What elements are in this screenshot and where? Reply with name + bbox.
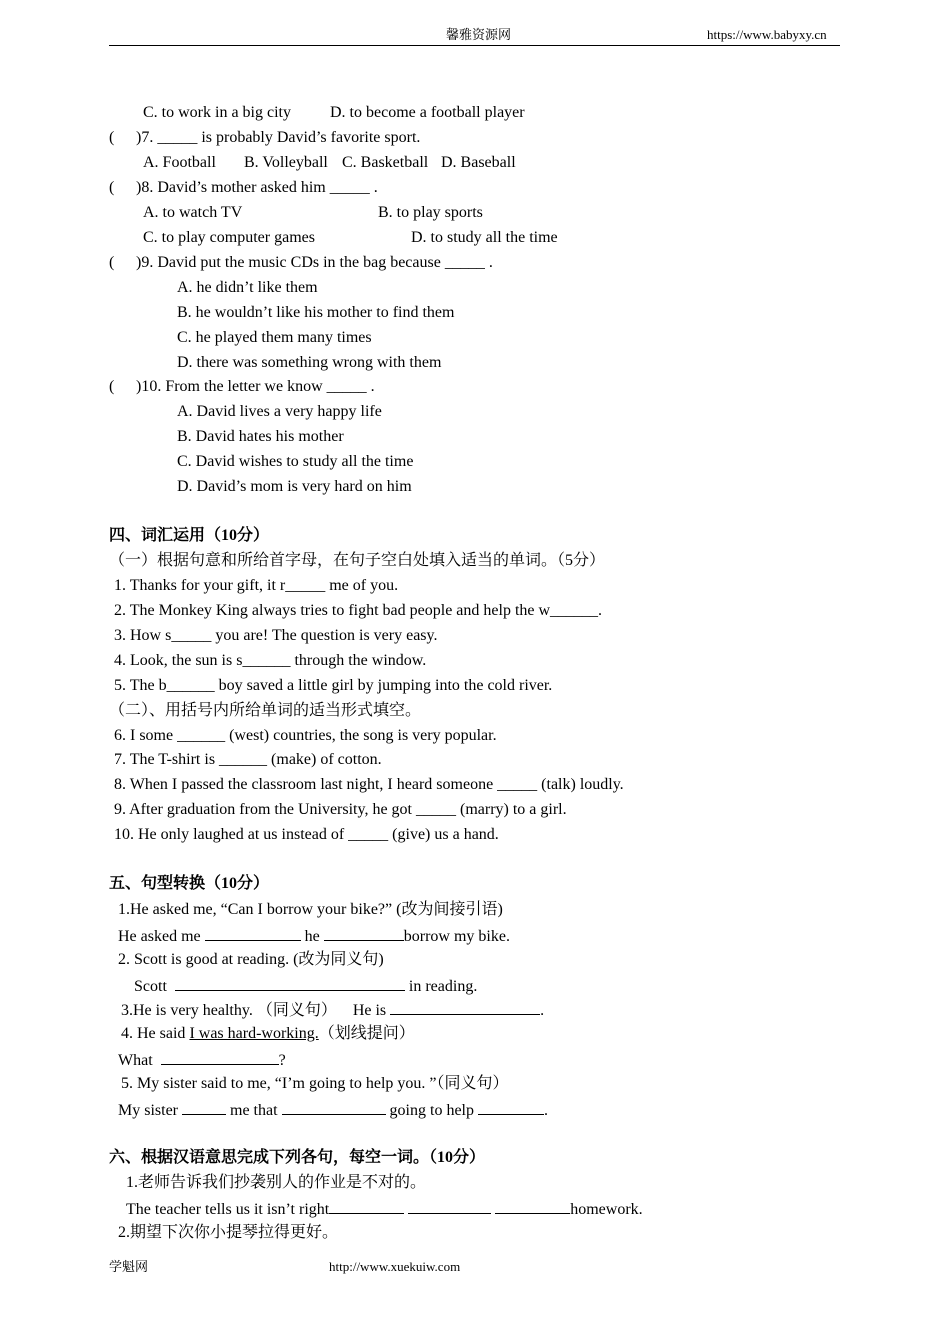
s5-q4-text-b: （划线提问） [318,1025,415,1042]
s5-q1-text-a: He asked me [118,928,205,945]
s6-q1-text-b: homework. [570,1201,643,1218]
s5-q1-blank-1[interactable] [205,926,301,941]
section5-q4-answer-line [118,1050,286,1070]
q10-option-b: B. David hates his mother [177,428,344,445]
s5-q4-blank[interactable] [161,1050,279,1065]
s5-q3-text-a: 3.He is very healthy. （同义句） He is [121,1002,391,1019]
footer-url: http://www.xuekuiw.com [329,1259,461,1274]
section4-item-6: 6. I some ______ (west) countries, the song is very popular. [114,727,497,744]
s5-q2-text-a: Scott [134,978,175,995]
s6-q1-blank-3[interactable] [495,1199,570,1214]
q9-option-a: A. he didn’t like them [177,279,318,296]
q7-option-b: B. Volleyball [244,154,328,171]
s5-q5-blank-2[interactable] [282,1100,386,1115]
q9-stem: )9. David put the music CDs in the bag because _____ . [136,254,493,271]
s6-q1-blank-2[interactable] [408,1199,491,1214]
q8-option-b: B. to play sports [378,204,483,221]
s5-q5-blank-3[interactable] [478,1100,544,1115]
section6-q1-answer-line [126,1199,643,1219]
s5-q1-blank-2[interactable] [324,926,404,941]
section5-q2: 2. Scott is good at reading. (改为同义句) [118,951,384,968]
section4-item-8: 8. When I passed the classroom last night, I heard someone _____ (talk) loudly. [114,776,624,793]
section4-item-9: 9. After graduation from the University, he got _____ (marry) to a girl. [114,801,567,818]
section4-part1-instruction: （一）根据句意和所给首字母，在句子空白处填入适当的单词。（5分） [109,552,606,569]
section4-item-10: 10. He only laughed at us instead of _____ (give) us a hand. [114,826,499,843]
q9-option-b: B. he wouldn’t like his mother to find them [177,304,455,321]
section4-item-2: 2. The Monkey King always tries to fight bad people and help the w______. [114,602,603,619]
header-url: https://www.babyxy.cn [707,27,827,42]
q7-option-c: C. Basketball [342,154,429,171]
q7-option-d: D. Baseball [441,154,516,171]
q8-stem: )8. David’s mother asked him _____ . [136,179,378,196]
q7-option-a: A. Football [143,154,216,171]
section6-q1-chinese: 1.老师告诉我们抄袭别人的作业是不对的。 [126,1174,427,1191]
s5-q2-text-b: in reading. [404,978,478,995]
s5-q4-underlined: I was hard-working. [189,1025,319,1042]
q6-option-c: C. to work in a big city [143,104,291,121]
header-divider [109,45,840,46]
footer-site-name: 学魁网 [109,1259,149,1274]
s5-q4-text-a: 4. He said [121,1025,190,1042]
s5-q1-text-c: borrow my bike. [403,928,510,945]
s5-q5-text-b: me that [226,1102,282,1119]
section4-item-7: 7. The T-shirt is ______ (make) of cotton. [114,751,382,768]
section5-q1: 1.He asked me, “Can I borrow your bike?” (改为间接引语) [118,901,503,918]
s6-q1-blank-1[interactable] [329,1199,404,1214]
s5-q5-text-a: My sister [118,1102,182,1119]
q8-option-d: D. to study all the time [411,229,558,246]
section6-q2-chinese: 2.期望下次你小提琴拉得更好。 [118,1224,339,1241]
q7-paren: ( [109,129,115,146]
q6-option-d: D. to become a football player [330,104,525,121]
s5-q4a-text-a: What [118,1052,161,1069]
q8-paren: ( [109,179,115,196]
s5-q5-text-d: . [543,1102,548,1119]
section4-item-3: 3. How s_____ you are! The question is very easy. [114,627,438,644]
section5-q3 [121,1000,544,1020]
q10-paren: ( [109,378,115,395]
header-site-name: 馨雅资源网 [446,27,512,42]
section6-title: 六、根据汉语意思完成下列各句，每空一词。（10分） [109,1149,486,1166]
q10-stem: )10. From the letter we know _____ . [136,378,375,395]
section4-item-5: 5. The b______ boy saved a little girl by jumping into the cold river. [114,677,553,694]
q8-option-a: A. to watch TV [143,204,243,221]
q9-option-d: D. there was something wrong with them [177,354,442,371]
section5-q4 [121,1025,415,1043]
section4-item-1: 1. Thanks for your gift, it r_____ me of you. [114,577,399,594]
q7-stem: )7. _____ is probably David’s favorite sport. [136,129,421,146]
q9-paren: ( [109,254,115,271]
q9-option-c: C. he played them many times [177,329,372,346]
section5-q5-answer-line [118,1100,548,1120]
section4-item-4: 4. Look, the sun is s______ through the window. [114,652,427,669]
s5-q5-blank-1[interactable] [182,1100,226,1115]
section5-q5: 5. My sister said to me, “I’m going to help you. ”（同义句） [121,1075,509,1092]
s5-q2-blank[interactable] [175,976,405,991]
section5-q2-answer-line [134,976,477,996]
section5-title: 五、句型转换（10分） [109,875,270,892]
s5-q4a-text-b: ? [278,1052,286,1069]
s6-q1-text-a: The teacher tells us it isn’t right [126,1201,330,1218]
q10-option-d: D. David’s mom is very hard on him [177,478,412,495]
section5-q1-answer-line [118,926,510,946]
section4-part2-instruction: （二）、用括号内所给单词的适当形式填空。 [109,702,422,719]
q10-option-a: A. David lives a very happy life [177,403,382,420]
s5-q5-text-c: going to help [385,1102,478,1119]
s5-q3-blank[interactable] [390,1000,540,1015]
section4-title: 四、词汇运用（10分） [109,527,270,544]
q10-option-c: C. David wishes to study all the time [177,453,414,470]
s5-q1-text-b: he [300,928,324,945]
q8-option-c: C. to play computer games [143,229,315,246]
s5-q3-text-b: . [540,1002,545,1019]
